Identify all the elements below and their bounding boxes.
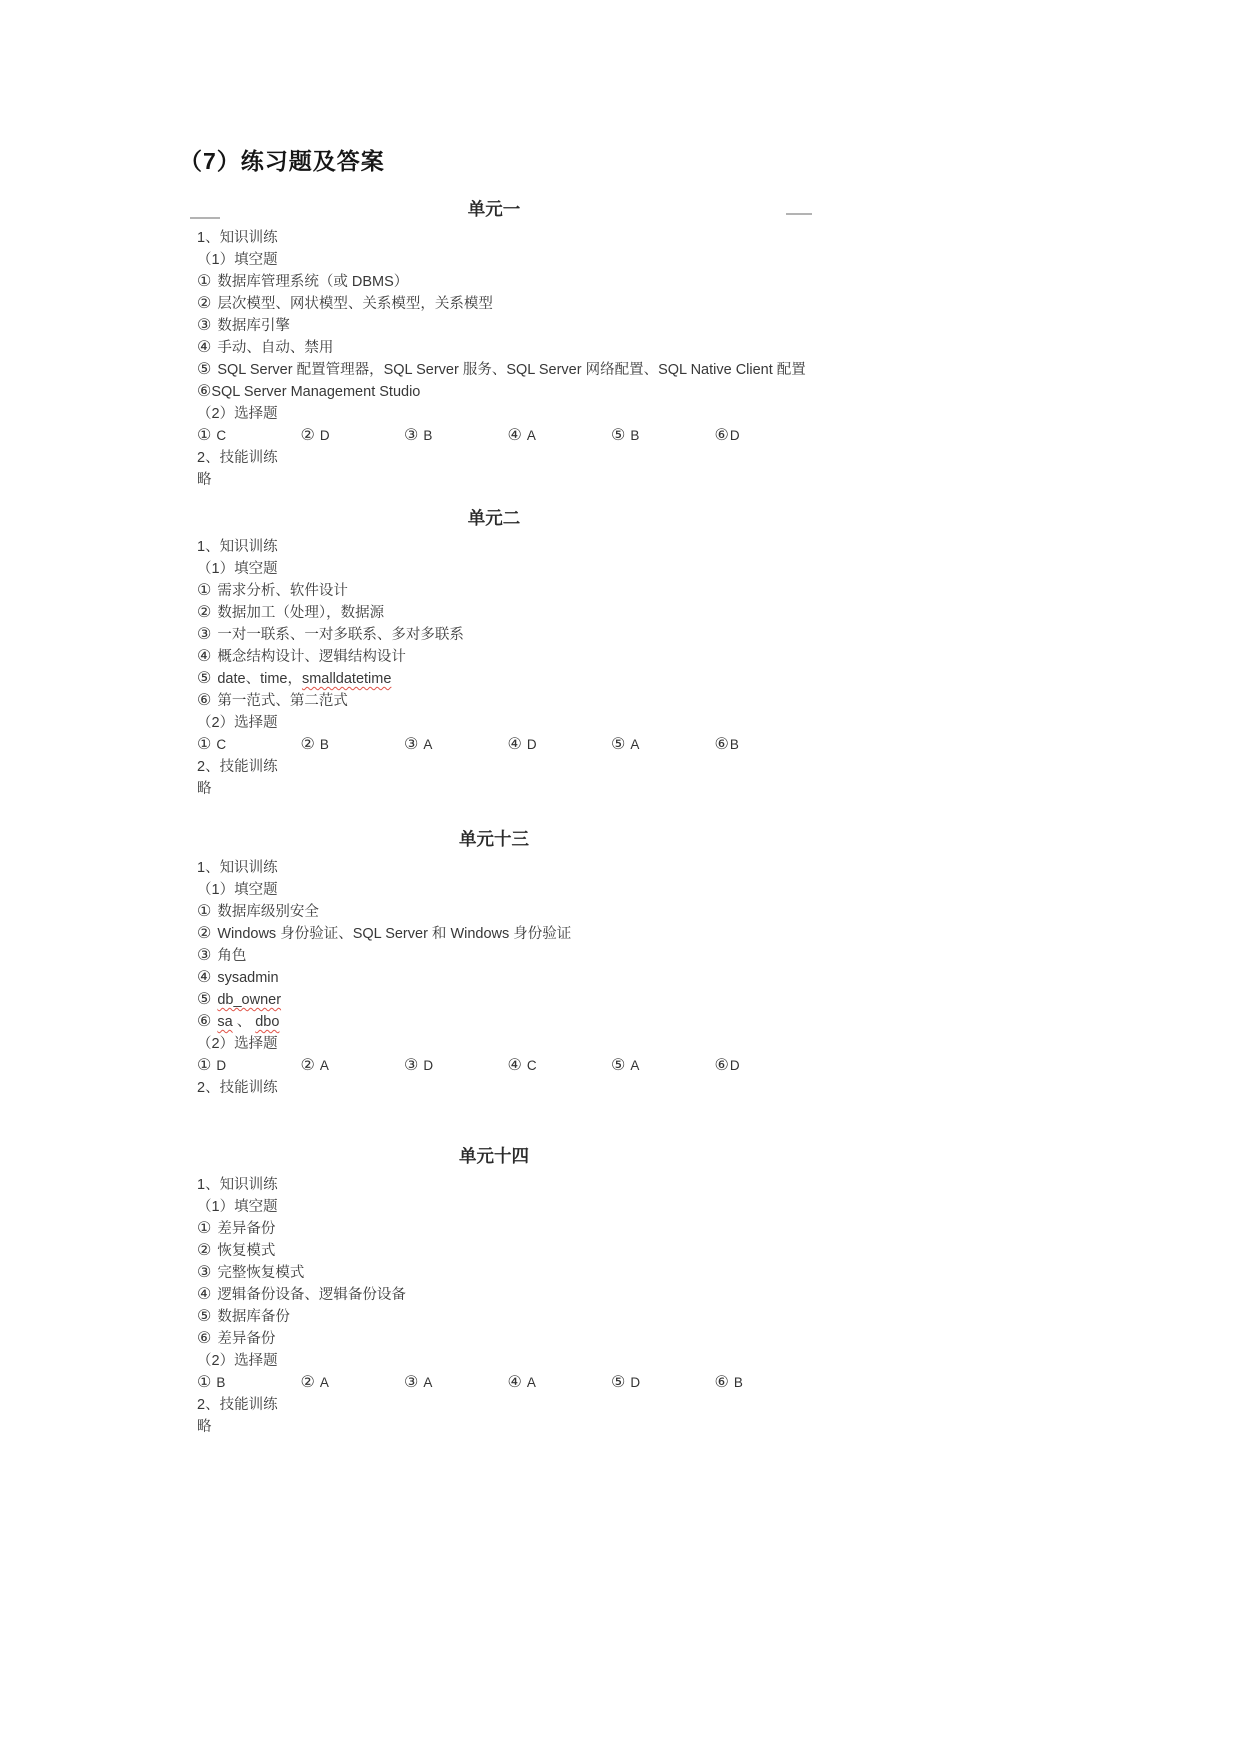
fill-item	[170, 967, 818, 989]
choice-answer	[404, 425, 508, 447]
item-number-icon: ②	[197, 1242, 212, 1259]
skill-training-label: 2、技能训练	[197, 1397, 278, 1413]
fill-item	[170, 1284, 818, 1306]
fill-item	[170, 923, 818, 945]
fill-item-text: 、	[232, 1014, 256, 1030]
fill-item	[170, 359, 818, 381]
unit-section	[170, 196, 818, 491]
fill-item	[170, 1011, 818, 1033]
skill-note: 略	[197, 1419, 212, 1435]
unit-section	[170, 826, 818, 1099]
choice-answer	[404, 1372, 508, 1394]
knowledge-training-label: 1、知识训练	[197, 1177, 278, 1193]
choice-answer	[508, 425, 612, 447]
choice-letter: D	[630, 1375, 641, 1390]
unit-section	[170, 505, 818, 800]
choice-letter: A	[630, 737, 640, 752]
fill-item-text: 数据库管理系统（或 DBMS）	[217, 274, 409, 290]
choice-number-icon: ⑥	[714, 1374, 729, 1391]
choice-answer	[611, 1055, 715, 1077]
fill-item	[170, 1262, 818, 1284]
choice-letter: D	[526, 737, 537, 752]
item-number-icon: ②	[197, 295, 212, 312]
page-title: （7）练习题及答案	[179, 148, 385, 174]
skill-note: 略	[197, 781, 212, 797]
knowledge-training-label: 1、知识训练	[197, 860, 278, 876]
item-number-icon: ⑥	[197, 692, 212, 709]
choice-number-icon: ③	[404, 427, 419, 444]
item-number-icon: ⑤	[197, 991, 212, 1008]
fill-item-text: smalldatetime	[301, 671, 392, 687]
choice-letter: A	[423, 737, 433, 752]
fill-item-text: db_owner	[217, 992, 282, 1008]
fill-item	[170, 580, 818, 602]
fill-item-text: 手动、自动、禁用	[217, 340, 334, 356]
choice-answer-row	[170, 1055, 818, 1077]
item-number-icon: ⑥	[197, 1330, 212, 1347]
item-number-icon: ⑥	[197, 383, 212, 400]
knowledge-training-label: 1、知识训练	[197, 539, 278, 555]
item-number-icon: ①	[197, 1220, 212, 1237]
item-number-icon: ①	[197, 582, 212, 599]
choice-letter: D	[729, 1058, 740, 1073]
choice-number-icon: ⑤	[611, 1374, 626, 1391]
choice-letter: C	[526, 1058, 537, 1073]
choice-answer-row	[170, 1372, 818, 1394]
fill-item	[170, 624, 818, 646]
choice-number-icon: ⑤	[611, 1057, 626, 1074]
choice-answer	[197, 425, 301, 447]
knowledge-training-label: 1、知识训练	[197, 230, 278, 246]
choice-number-icon: ①	[197, 427, 212, 444]
fill-item-text: 层次模型、网状模型、关系模型，关系模型	[217, 296, 493, 312]
fill-item	[170, 945, 818, 967]
choice-letter: B	[423, 428, 433, 443]
choice-letter: C	[216, 737, 227, 752]
unit-section	[170, 1143, 818, 1438]
choice-letter: A	[630, 1058, 640, 1073]
choice-answer	[715, 1372, 819, 1394]
item-number-icon: ③	[197, 1264, 212, 1281]
fill-item	[170, 271, 818, 293]
choice-number-icon: ②	[300, 427, 315, 444]
choice-number-icon: ④	[507, 1374, 522, 1391]
choice-answer	[197, 734, 301, 756]
fill-item-text: 概念结构设计、逻辑结构设计	[217, 649, 406, 665]
choice-letter: D	[729, 428, 740, 443]
choice-answer	[301, 425, 405, 447]
fill-item-text: 数据加工（处理），数据源	[217, 605, 385, 621]
fill-item-text: SQL Server Management Studio	[211, 384, 421, 400]
choice-letter: A	[319, 1375, 329, 1390]
choice-letter: B	[733, 1375, 743, 1390]
choice-number-icon: ③	[404, 1057, 419, 1074]
skill-training-label: 2、技能训练	[197, 1080, 278, 1096]
fill-item-text: 角色	[217, 948, 247, 964]
fill-blank-label: （1）填空题	[197, 1199, 278, 1215]
choice-letter: D	[423, 1058, 434, 1073]
choice-answer	[715, 425, 819, 447]
fill-item	[170, 381, 818, 403]
choice-answer	[611, 734, 715, 756]
fill-item	[170, 1240, 818, 1262]
choice-answer	[715, 1055, 819, 1077]
choice-number-icon: ②	[300, 1374, 315, 1391]
item-number-icon: ⑤	[197, 1308, 212, 1325]
choice-number-icon: ①	[197, 1374, 212, 1391]
fill-item	[170, 602, 818, 624]
choice-answer-row	[170, 734, 818, 756]
choice-number-icon: ②	[300, 736, 315, 753]
skill-training-label: 2、技能训练	[197, 450, 278, 466]
choice-letter: B	[630, 428, 640, 443]
unit-heading: 单元十三	[459, 829, 529, 849]
item-number-icon: ③	[197, 947, 212, 964]
choice-answer	[611, 1372, 715, 1394]
fill-item	[170, 646, 818, 668]
choice-answer	[301, 734, 405, 756]
choice-number-icon: ⑥	[714, 1057, 729, 1074]
item-number-icon: ⑤	[197, 361, 212, 378]
choice-number-icon: ①	[197, 736, 212, 753]
item-number-icon: ④	[197, 1286, 212, 1303]
choice-answer	[197, 1372, 301, 1394]
skill-note: 略	[197, 472, 212, 488]
fill-item-text: 数据库备份	[217, 1309, 290, 1325]
fill-item-text: 恢复模式	[217, 1243, 276, 1259]
fill-item	[170, 668, 818, 690]
choice-answer	[715, 734, 819, 756]
choice-label: （2）选择题	[197, 715, 278, 731]
choice-answer	[508, 1055, 612, 1077]
choice-number-icon: ⑥	[714, 427, 729, 444]
choice-number-icon: ①	[197, 1057, 212, 1074]
units-container	[170, 196, 818, 1438]
choice-number-icon: ⑥	[714, 736, 729, 753]
choice-answer	[404, 734, 508, 756]
choice-label: （2）选择题	[197, 1353, 278, 1369]
fill-item-text: 差异备份	[217, 1221, 276, 1237]
choice-answer	[508, 734, 612, 756]
fill-blank-label: （1）填空题	[197, 561, 278, 577]
unit-heading: 单元十四	[459, 1146, 529, 1166]
fill-item	[170, 1328, 818, 1350]
item-number-icon: ④	[197, 648, 212, 665]
fill-blank-label: （1）填空题	[197, 252, 278, 268]
choice-letter: B	[729, 737, 739, 752]
choice-letter: A	[526, 1375, 536, 1390]
fill-item	[170, 293, 818, 315]
fill-item	[170, 337, 818, 359]
fill-item-text: 差异备份	[217, 1331, 276, 1347]
choice-number-icon: ②	[300, 1057, 315, 1074]
unit-heading: 单元二	[467, 508, 521, 528]
choice-answer	[611, 425, 715, 447]
choice-letter: A	[423, 1375, 433, 1390]
choice-number-icon: ④	[507, 736, 522, 753]
fill-item	[170, 1218, 818, 1240]
item-number-icon: ④	[197, 339, 212, 356]
choice-letter: B	[319, 737, 329, 752]
fill-blank-label: （1）填空题	[197, 882, 278, 898]
choice-answer	[197, 1055, 301, 1077]
fill-item-text: 完整恢复模式	[217, 1265, 305, 1281]
choice-letter: D	[319, 428, 330, 443]
skill-training-label: 2、技能训练	[197, 759, 278, 775]
fill-item-text: 第一范式、第二范式	[217, 693, 348, 709]
item-number-icon: ②	[197, 925, 212, 942]
item-number-icon: ③	[197, 626, 212, 643]
fill-item	[170, 690, 818, 712]
unit-heading: 单元一	[467, 199, 521, 219]
item-number-icon: ④	[197, 969, 212, 986]
choice-letter: D	[216, 1058, 227, 1073]
fill-item-text: 数据库引擎	[217, 318, 290, 334]
fill-item-text: 一对一联系、一对多联系、多对多联系	[217, 627, 464, 643]
choice-number-icon: ⑤	[611, 736, 626, 753]
fill-item	[170, 1306, 818, 1328]
fill-item-text: sa	[217, 1014, 233, 1030]
item-number-icon: ⑤	[197, 670, 212, 687]
item-number-icon: ②	[197, 604, 212, 621]
choice-letter: C	[216, 428, 227, 443]
choice-number-icon: ③	[404, 1374, 419, 1391]
choice-letter: A	[526, 428, 536, 443]
fill-item-text: Windows 身份验证、SQL Server 和 Windows 身份验证	[217, 926, 572, 942]
item-number-icon: ①	[197, 903, 212, 920]
fill-item-text: 数据库级别安全	[217, 904, 319, 920]
item-number-icon: ⑥	[197, 1013, 212, 1030]
fill-item-text: dbo	[255, 1014, 280, 1030]
fill-item-text: sysadmin	[217, 970, 279, 986]
fill-item-text: 逻辑备份设备、逻辑备份设备	[217, 1287, 406, 1303]
choice-answer	[301, 1372, 405, 1394]
choice-number-icon: ④	[507, 1057, 522, 1074]
choice-label: （2）选择题	[197, 406, 278, 422]
fill-item-text: SQL Server 配置管理器，SQL Server 服务、SQL Server 网络配置、SQL Native Client 配置	[217, 362, 806, 378]
choice-number-icon: ⑤	[611, 427, 626, 444]
choice-number-icon: ③	[404, 736, 419, 753]
choice-number-icon: ④	[507, 427, 522, 444]
choice-letter: B	[216, 1375, 226, 1390]
choice-answer-row	[170, 425, 818, 447]
choice-answer	[301, 1055, 405, 1077]
choice-letter: A	[319, 1058, 329, 1073]
choice-answer	[508, 1372, 612, 1394]
item-number-icon: ③	[197, 317, 212, 334]
fill-item	[170, 989, 818, 1011]
fill-item-text: date、time，	[217, 671, 302, 687]
fill-item	[170, 901, 818, 923]
fill-item-text: 需求分析、软件设计	[217, 583, 348, 599]
item-number-icon: ①	[197, 273, 212, 290]
choice-label: （2）选择题	[197, 1036, 278, 1052]
choice-answer	[404, 1055, 508, 1077]
fill-item	[170, 315, 818, 337]
